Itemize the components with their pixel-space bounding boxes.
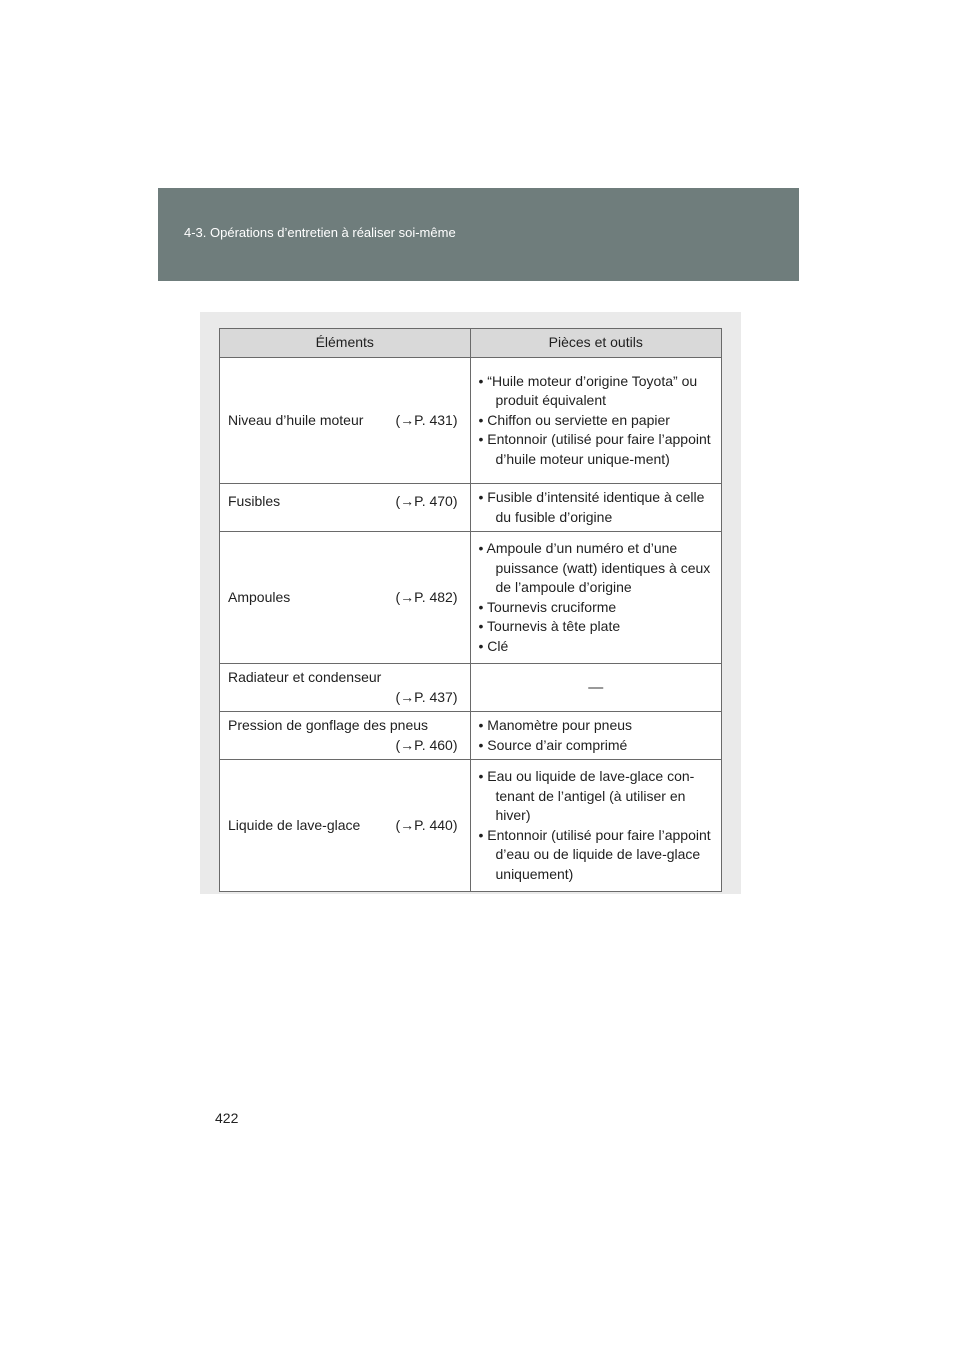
list-item: • Chiffon ou serviette en papier [478, 411, 670, 428]
table-row [220, 664, 722, 712]
page-reference: (→P. 431) [395, 411, 458, 428]
element-name: Ampoules [228, 588, 291, 605]
element-name: Radiateur et condenseur [228, 669, 382, 685]
list-item: • Manomètre pour pneus [478, 717, 633, 733]
page-reference: (→P. 437) [395, 688, 458, 705]
empty-dash: — [588, 678, 604, 696]
element-cell [220, 484, 471, 532]
element-name: Liquide de lave-glace [228, 816, 361, 833]
table-row [220, 712, 722, 760]
list-item: • Fusible d’intensité identique à celle du fusible d’origine [478, 489, 705, 525]
page-reference: (→P. 460) [395, 736, 458, 753]
list-item: • “Huile moteur d’origine Toyota” ou produit équivalent [478, 372, 698, 409]
table-row [220, 484, 722, 532]
page-number: 422 [215, 1110, 239, 1126]
element-cell [220, 712, 471, 760]
list-item: • Entonnoir (utilisé pour faire l’appoint d’huile moteur unique-ment) [478, 431, 711, 467]
list-item: • Tournevis à tête plate [478, 618, 621, 634]
element-name: Pression de gonflage des pneus [228, 717, 429, 733]
page-reference: (→P. 440) [395, 816, 458, 833]
parts-cell [470, 532, 722, 664]
element-cell [220, 358, 471, 484]
list-item: • Tournevis cruciforme [478, 598, 617, 615]
table-row [220, 358, 722, 484]
maintenance-items-table [219, 328, 722, 892]
table-header-row [220, 329, 722, 358]
column-header-elements: Éléments [220, 329, 471, 358]
list-item: • Source d’air comprimé [478, 736, 628, 753]
parts-cell [470, 358, 722, 484]
page-reference: (→P. 482) [395, 588, 458, 605]
element-name: Niveau d’huile moteur [228, 411, 364, 428]
column-header-parts: Pièces et outils [470, 329, 722, 358]
element-cell [220, 664, 471, 712]
list-item: • Clé [478, 637, 509, 654]
element-name: Fusibles [228, 493, 281, 509]
list-item: • Eau ou liquide de lave-glace con-tenant de l’antigel (à utiliser en hiver) [478, 768, 695, 823]
element-cell [220, 532, 471, 664]
section-header-band [158, 188, 799, 281]
page-reference: (→P. 470) [395, 493, 458, 509]
list-item: • Entonnoir (utilisé pour faire l’appoint d’eau ou de liquide de lave-glace uniquement) [478, 826, 711, 882]
table-row [220, 760, 722, 892]
element-cell [220, 760, 471, 892]
section-title: 4-3. Opérations d’entretien à réaliser soi-même [184, 225, 456, 240]
list-item: • Ampoule d’un numéro et d’une puissance (watt) identiques à ceux de l’ampoule d’origine [478, 540, 711, 595]
parts-cell [470, 760, 722, 892]
parts-cell [470, 712, 722, 760]
parts-cell [470, 664, 722, 712]
table-row [220, 532, 722, 664]
maintenance-table-panel [200, 312, 741, 894]
parts-cell [470, 484, 722, 532]
